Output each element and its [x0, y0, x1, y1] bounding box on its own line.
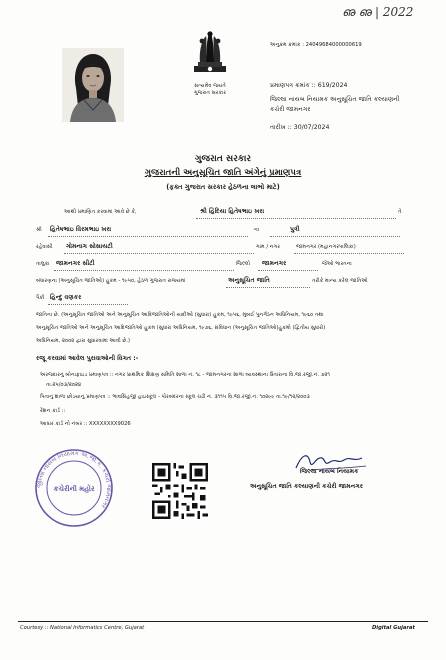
constitution-text: બંધારણના (અનુસૂચિત જાતિઓ) હુકમ - ૧૯૫૦, હેઠળ ગુજરાત રાજ્યમાં [36, 278, 186, 284]
heading-subtitle: (ફક્ત ગુજરાત સરકાર હેઠળના લાભો માટે) [166, 183, 280, 191]
legal-paragraph-line-3: અધિનિયમ, ૨૦૦૨ દ્વારા સુધારવામાં આવી છે.) [36, 338, 131, 344]
document-item-4: આધાર કાર્ડ નો નંબર :: XXXXXXXX9026 [40, 421, 131, 427]
father-name: હિતેષભાઇ વિરમભાઇ ખરા [50, 226, 112, 233]
te-text: તે [398, 209, 402, 215]
taluka-label: તાલુકા [36, 261, 50, 267]
ashoka-emblem-icon [190, 28, 230, 80]
heading-government: ગુજરાત સરકાર [194, 154, 252, 164]
emblem-caption: સત્યમેવ જયતે ગુજરાત સરકાર [193, 83, 227, 96]
legal-paragraph-line-2: અનુસૂચિત જાતિઓ અને અનુસૂચિત આદિજાતિઓ હુકમ (સુધારા અધિનિયમ, ૧૯૭૬, સંવિધાન (અનુસૂચિત જાતિઓ)હુકમો (દ્વિતીય સુધારો) [36, 325, 326, 331]
recognised-text: તરીકે માન્ય કરેલ જાતિઓ [312, 278, 368, 284]
seal-center-text: કચેરીની મહોર [53, 485, 95, 493]
residence-value: ગોમનાગ સોસાયટી [66, 243, 113, 250]
office-line-1: જિલ્લા નાયબ નિયામક અનુસૂચિત જાતિ કલ્યાણની [270, 96, 400, 103]
applicant-name: શ્રી હિંદિયા હિતેષભાઇ ખરા [200, 208, 265, 215]
village-label: ગામ / નગર [256, 244, 281, 250]
footer-brand: Digital Gujarat [372, 625, 415, 631]
document-item-1-date: તા.૨૫/૦૩/૨૦૨૪ [46, 382, 82, 388]
documents-heading: રજૂ કરવામાં આવેલ પુરાવાઓની વિગત :- [36, 355, 139, 362]
signatory-title: જિલ્લા નાયબ નિયામક [300, 468, 359, 475]
district-value: જામનગર [262, 260, 287, 267]
serial-number: અનુક્રમ ક્રમાંક : 24049684000000619 [270, 42, 362, 48]
taluka-value: જામનગર સીટી [56, 260, 95, 267]
shri-prefix: શ્રી [36, 227, 42, 233]
caste-label: પૈકી [36, 295, 45, 301]
seal-ring-text: જીલ્લા નાયબ નિયામક અ.જા.ક. કચેરી જામનગર [35, 449, 113, 510]
legal-paragraph-line-1: જાતિના છે. (અનુસૂચિત જાતિઓ અને અનુસૂચિત આદિજાતિઓની યાદીઓ (સુધારા) હુકમ, ૧૯૫૬, મુંબઈ પુનર્ગઠન અધિનિયમ, ૧૯૬૦ તથા [36, 312, 324, 318]
district-label: જિલ્લો [236, 261, 250, 267]
heading-title: ગુજરાતની અનુસૂચિત જાતિ અંગેનું પ્રમાણપત્ર [144, 168, 302, 178]
document-item-2: પિતાનું શાળા છોડયાનું પ્રમાણપત્ર :: ભાવસિંહજી હાઇસ્કૂલ - પોરબંદરના સ્કૂલ ચઢી નં. ૩૧૧૫ વિ.જા.રજી.નં. ૧૦૨૯૯ તા.૧૯/૧૨/૨૦૦૩ [40, 394, 310, 400]
handwritten-reference: ഌ ഌ | 2022 [342, 5, 414, 19]
document-item-1: અરજદારનું બોનાફાઇડ પ્રમાણપત્ર :: નગર પ્રાથમિક શિક્ષણ સમિતિ શાળા નં. ૧૮ - જામનગરના શાળા વ્યવસ્થાના ઉતારાના વિ.જા.રજી.નં. ૭૨૧ [40, 372, 330, 378]
document-item-3: રેશન કાર્ડ :: [40, 408, 66, 414]
svg-text:જીલ્લા નાયબ નિયામક અ.જા.ક. કચે [36, 450, 113, 510]
certificate-date: તારીખ :: 30/07/2024 [270, 124, 330, 131]
qr-code [152, 463, 208, 519]
certificate-number: પ્રમાણપત્ર ક્રમાંક :: 619/2024 [270, 82, 348, 89]
signatory-office: અનુસૂચિત જાતિ કલ્યાણની કચેરી જામનગર [250, 483, 363, 490]
caste-value: હિન્દુ વણકર [50, 294, 82, 301]
intro-text: આથી પ્રમાણિત કરવામાં આવે છે કે, [64, 209, 137, 215]
footer-courtesy: Courtesy :: National Informatics Centre, Gujarat [20, 625, 145, 631]
office-line-2: કચેરી જામનગર [270, 106, 311, 113]
applicant-photo [62, 48, 124, 122]
village-value: જામનગર (મહાનગરપાલિકા) [296, 244, 356, 250]
na-label: ના [254, 227, 260, 233]
relation-value: પુત્રી [290, 226, 300, 233]
office-seal-icon [32, 446, 116, 530]
caste-category: અનુસૂચિત જાતિ [228, 277, 270, 284]
residence-label: રહેવાસી [36, 244, 53, 250]
state-label: જેઓ ભારતના [322, 261, 352, 267]
